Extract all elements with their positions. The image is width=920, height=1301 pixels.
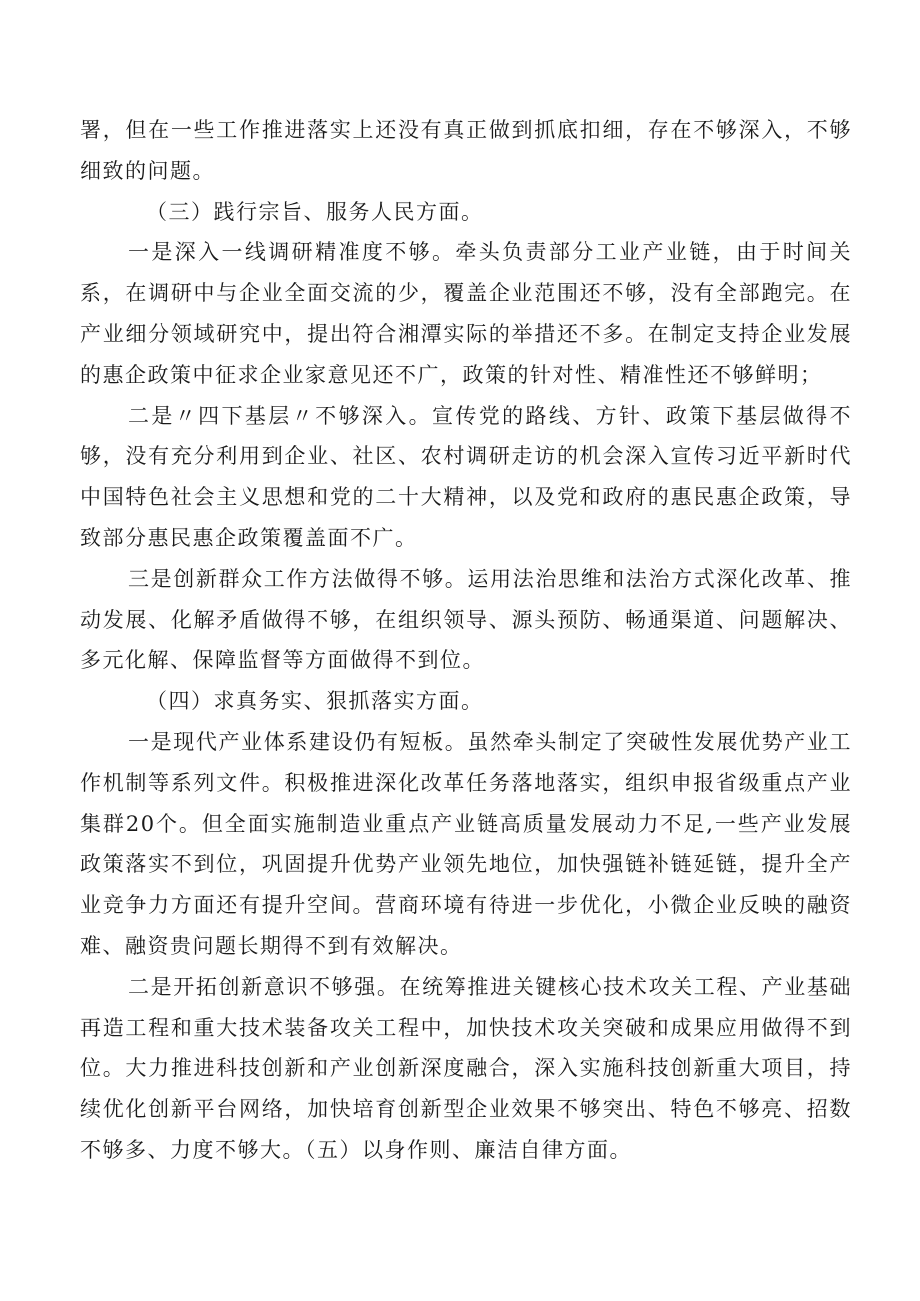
paragraph-item: 一是现代产业体系建设仍有短板。虽然牵头制定了突破性发展优势产业工作机制等系列文件。积极推进深化改革任务落地落实，组织申报省级重点产业集群20个。但全面实施制造业重点产业链高质量发展动力不足,一些产业发展政策落实不到位，巩固提升优势产业领先地位，加快强链补链延链，提升全产业竞争力方面还有提升空间。营商环境有待进一步优化，小微企业反映的融资难、融资贵问题长期得不到有效解决。 <box>80 729 852 958</box>
document-body <box>80 110 852 1171</box>
paragraph-item: 二是开拓创新意识不够强。在统筹推进关键核心技术攻关工程、产业基础再造工程和重大技术装备攻关工程中，加快技术攻关突破和成果应用做得不到位。大力推进科技创新和产业创新深度融合，深入实施科技创新重大项目，持续优化创新平台网络，加快培育创新型企业效果不够突出、特色不够亮、招数不够多、力度不够大。（五）以身作则、廉洁自律方面。 <box>80 974 852 1162</box>
section-heading-3: （三）践行宗旨、服务人民方面。 <box>146 199 484 224</box>
section-heading-4: （四）求真务实、狠抓落实方面。 <box>146 689 484 714</box>
paragraph-item: 二是〃四下基层〃不够深入。宣传党的路线、方针、政策下基层做得不够，没有充分利用到企业、社区、农村调研走访的机会深入宣传习近平新时代中国特色社会主义思想和党的二十大精神，以及党和政府的惠民惠企政策，导致部分惠民惠企政策覆盖面不广。 <box>80 403 852 550</box>
paragraph-item: 一是深入一线调研精准度不够。牵头负责部分工业产业链，由于时间关系，在调研中与企业全面交流的少，覆盖企业范围还不够，没有全部跑完。在产业细分领域研究中，提出符合湘潭实际的举措还不多。在制定支持企业发展的惠企政策中征求企业家意见还不广，政策的针对性、精准性还不够鲜明； <box>80 240 852 387</box>
paragraph-continuation: 署，但在一些工作推进落实上还没有真正做到抓底扣细，存在不够深入，不够细致的问题。 <box>80 118 852 183</box>
paragraph-item: 三是创新群众工作方法做得不够。运用法治思维和法治方式深化改革、推动发展、化解矛盾做得不够，在组织领导、源头预防、畅通渠道、问题解决、多元化解、保障监督等方面做得不到位。 <box>80 566 852 673</box>
